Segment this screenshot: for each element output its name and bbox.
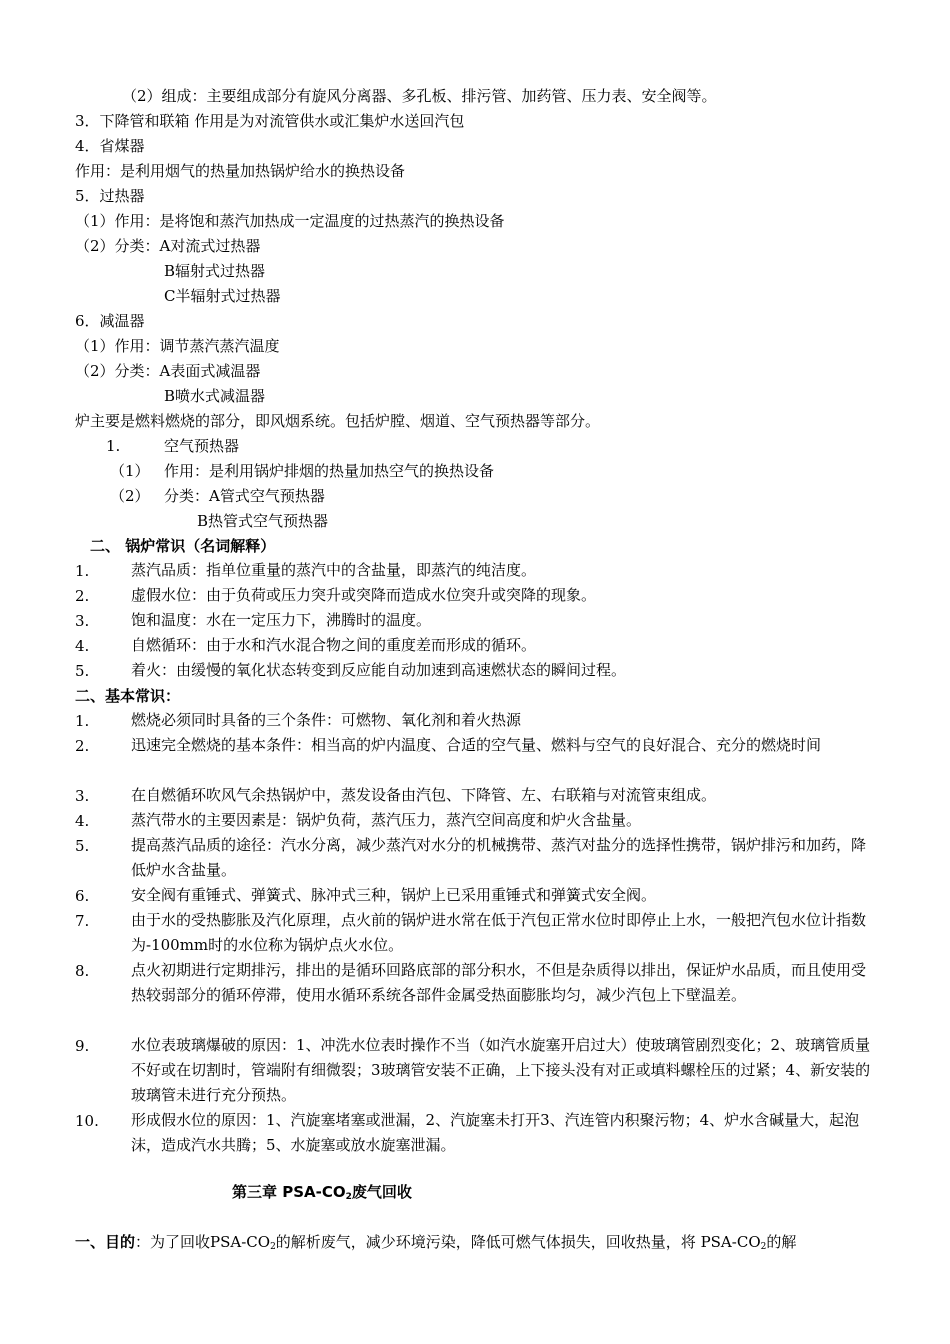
list-number: 2. (75, 737, 90, 755)
list-number: （1） (110, 462, 150, 480)
list-item: 自燃循环：由于水和汽水混合物之间的重度差而形成的循环。 (131, 636, 537, 654)
list-item: 着火：由缓慢的氧化状态转变到反应能自动加速到高速燃状态的瞬间过程。 (131, 661, 627, 679)
list-item: 蒸汽带水的主要因素是：锅炉负荷，蒸汽压力，蒸汽空间高度和炉火含盐量。 (131, 811, 642, 829)
line-downcomer: 3．下降管和联箱 作用是为对流管供水或汇集炉水送回汽包 (75, 112, 465, 130)
section-heading-terms: 二、 锅炉常识（名词解释） (90, 537, 276, 555)
list-item: 水位表玻璃爆破的原因：1、冲洗水位表时操作不当（如汽水旋塞开启过大）使玻璃管剧烈变化；2、玻璃管质量不好或在切割时，管端附有细微裂；3玻璃管安装不正确，上下接头没有对正或填料螺栓压的过紧；4、新安装的玻璃管未进行充分预热。 (131, 1036, 871, 1104)
purpose-line (75, 1232, 796, 1257)
purpose-subscript: 2 (270, 1242, 276, 1252)
line-air-preheater-type-b: B热管式空气预热器 (197, 512, 329, 530)
list-item: 安全阀有重锤式、弹簧式、脉冲式三种，锅炉上已采用重锤式和弹簧式安全阀。 (131, 886, 657, 904)
list-item: 形成假水位的原因：1、汽旋塞堵塞或泄漏，2、汽旋塞未打开3、汽连管内积聚污物；4、炉水含碱量大，起泡沫，造成汽水共腾；5、水旋塞或放水旋塞泄漏。 (131, 1111, 860, 1154)
list-item: 在自燃循环吹风气余热锅炉中，蒸发设备由汽包、下降管、左、右联箱与对流管束组成。 (131, 786, 717, 804)
list-number: 1. (106, 437, 121, 455)
list-number: 3. (75, 612, 90, 630)
chapter-title-text: 第三章 PSA-CO (232, 1183, 346, 1201)
line-superheater-heading: 5．过热器 (75, 187, 145, 205)
list-number: 7. (75, 912, 90, 930)
list-item: 点火初期进行定期排污，排出的是循环回路底部的部分积水，不但是杂质得以排出，保证炉水品质，而且使用受热较弱部分的循环停滞，使用水循环系统各部件金属受热面膨胀均匀，减少汽包上下壁温差。 (131, 961, 867, 1004)
line-desuperheater-type-b: B喷水式减温器 (164, 387, 266, 405)
list-number: 2. (75, 587, 90, 605)
list-number: 10. (75, 1112, 99, 1130)
line-furnace-intro: 炉主要是燃料燃烧的部分，即风烟系统。包括炉膛、烟道、空气预热器等部分。 (75, 412, 601, 430)
line-superheater-function: （1）作用：是将饱和蒸汽加热成一定温度的过热蒸汽的换热设备 (75, 212, 505, 230)
line-air-preheater-heading: 空气预热器 (164, 437, 240, 455)
list-number: （2） (110, 487, 150, 505)
line-air-preheater-types: 分类：A管式空气预热器 (164, 487, 325, 505)
line-economizer-heading: 4．省煤器 (75, 137, 145, 155)
line-economizer-function: 作用：是利用烟气的热量加热锅炉给水的换热设备 (75, 162, 406, 180)
purpose-subscript: 2 (760, 1242, 767, 1252)
list-number: 6. (75, 887, 90, 905)
chapter-title (232, 1182, 412, 1207)
list-item: 由于水的受热膨胀及汽化原理，点火前的锅炉进水常在低于汽包正常水位时即停止上水，一般把汽包水位计指数为-100mm时的水位称为锅炉点火水位。 (131, 911, 867, 954)
list-number: 1. (75, 712, 90, 730)
purpose-label: 一、目的 (75, 1233, 136, 1251)
list-number: 5. (75, 837, 90, 855)
section-heading-basics: 二、基本常识： (75, 687, 181, 705)
line-desuperheater-heading: 6．减温器 (75, 312, 145, 330)
list-number: 8. (75, 962, 90, 980)
list-number: 1. (75, 562, 90, 580)
purpose-text: ：为了回收PSA-CO (135, 1233, 271, 1251)
list-item: 饱和温度：水在一定压力下，沸腾时的温度。 (131, 611, 432, 629)
chapter-title-text-end: 废气回收 (351, 1183, 412, 1201)
list-number: 9. (75, 1037, 90, 1055)
line-desuperheater-function: （1）作用：调节蒸汽蒸汽温度 (75, 337, 280, 355)
line-composition: （2）组成：主要组成部分有旋风分离器、多孔板、排污管、加药管、压力表、安全阀等。 (122, 87, 717, 105)
purpose-text: 的解析废气，减少环境污染，降低可燃气体损失，回收热量，将 PSA-CO (275, 1233, 761, 1251)
list-item: 燃烧必须同时具备的三个条件：可燃物、氧化剂和着火热源 (131, 711, 522, 729)
list-number: 4. (75, 637, 90, 655)
list-number: 3. (75, 787, 90, 805)
line-air-preheater-function: 作用：是利用锅炉排烟的热量加热空气的换热设备 (164, 462, 495, 480)
line-superheater-type-c: C半辐射式过热器 (164, 287, 281, 305)
list-number: 5. (75, 662, 90, 680)
list-item: 蒸汽品质：指单位重量的蒸汽中的含盐量，即蒸汽的纯洁度。 (131, 561, 537, 579)
list-number: 4. (75, 812, 90, 830)
line-desuperheater-types: （2）分类：A表面式减温器 (75, 362, 261, 380)
line-superheater-type-b: B辐射式过热器 (164, 262, 266, 280)
chapter-title-subscript: 2 (345, 1192, 352, 1202)
purpose-text: 的解 (766, 1233, 797, 1251)
list-item: 提高蒸汽品质的途径：汽水分离，减少蒸汽对水分的机械携带、蒸汽对盐分的选择性携带，锅炉排污和加药，降低炉水含盐量。 (131, 836, 867, 879)
list-item: 迅速完全燃烧的基本条件：相当高的炉内温度、合适的空气量、燃料与空气的良好混合、充分的燃烧时间 (131, 736, 822, 754)
list-item: 虚假水位：由于负荷或压力突升或突降而造成水位突升或突降的现象。 (131, 586, 597, 604)
line-superheater-types: （2）分类：A对流式过热器 (75, 237, 261, 255)
